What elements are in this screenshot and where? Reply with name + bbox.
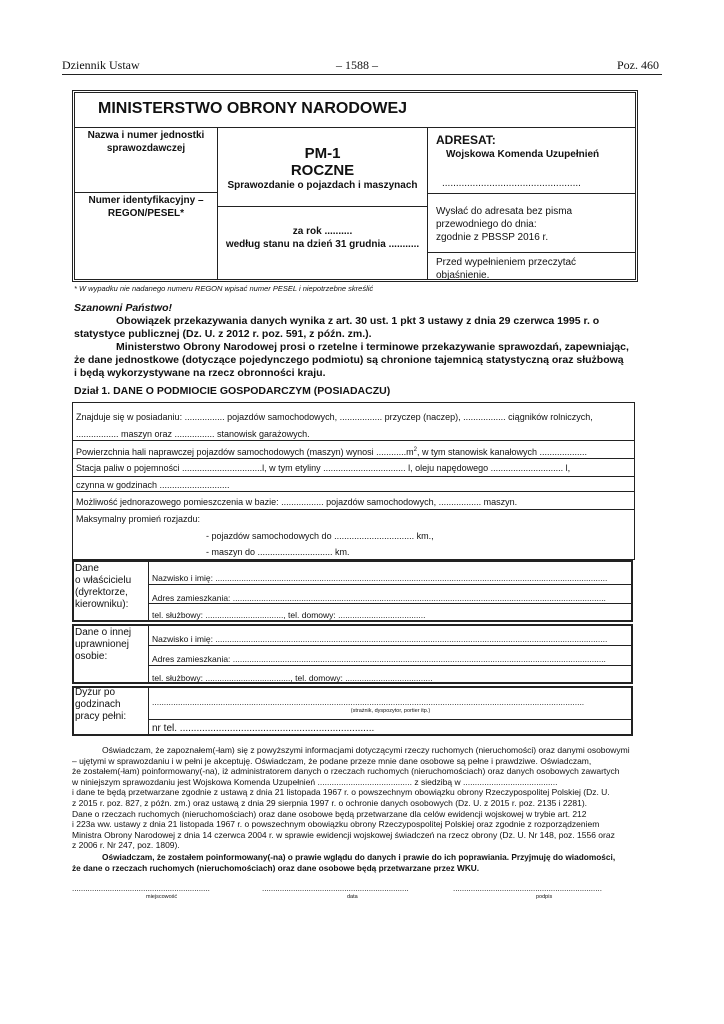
owner-label-1: Dane [75, 563, 99, 574]
decl-line-9: Ministra Obrony Narodowej z dnia 14 czerwca 2004 r. w sprawie ewidencji wojskowej świadczeń na rzecz obrony (Dz. U. Nr 148, poz. 1556 oraz [72, 829, 615, 840]
duty-label-1: Dyżur po [75, 687, 116, 698]
decl-line-10: z 2006 r. Nr 247, poz. 1809). [72, 840, 180, 851]
duty-phone-field[interactable]: nr tel. ...................................................................... [152, 723, 375, 734]
send-instruction-3: zgodnie z PBSSP 2016 r. [436, 232, 549, 243]
declaration-text [72, 745, 636, 851]
owner-divider [148, 560, 149, 622]
decl-line-1: Oświadczam, że zapoznałem(-łam) się z powyższymi informacjami dotyczącymi rzeczy ruchomych (nieruchomości) oraz danymi osobowymi [102, 745, 630, 755]
field-hall-area-text[interactable]: Powierzchnia hali naprawczej pojazdów samochodowych (maszyn) wynosi ............m [76, 447, 414, 457]
duty-person-field[interactable]: ....................................................................................................................................................................................... [152, 697, 585, 707]
read-instruction-2: objaśnienie. [436, 270, 490, 281]
addressee-label: ADRESAT: [436, 133, 496, 147]
field-hall-area [76, 444, 587, 458]
owner-name-field[interactable]: Nazwisko i imię: ...................................................................................................................................................................... [152, 573, 608, 583]
consent-text [72, 852, 638, 874]
other-label [75, 627, 131, 663]
place-line[interactable]: .............................................................. [72, 884, 210, 893]
decl-line-5: i dane te będą przetwarzane zgodnie z ustawą z dnia 21 listopada 1967 r. o powszechnym obowiązku obrony Rzeczypospolitej Polskiej (Dz. U. [72, 787, 610, 798]
rule-2 [72, 458, 635, 459]
duty-label [75, 687, 126, 723]
decl-line-3: że zostałem(-łam) poinformowany(-na), iż administratorem danych o rzeczach ruchomych (nieruchomościach) oraz danych osobowych zawartych [72, 766, 620, 777]
journal-name: Dziennik Ustaw [62, 58, 140, 72]
owner-rule-2 [148, 603, 633, 604]
other-divider [148, 624, 149, 684]
form-period: ROCZNE [290, 162, 355, 179]
grid-h5 [427, 252, 636, 253]
send-instruction-1: Wysłać do adresata bez pisma [436, 206, 573, 217]
place-caption: miejscowość [146, 894, 178, 900]
intro-p1-line2: statystyce publicznej (Dz. U. z 2012 r. poz. 591, z późn. zm.). [74, 328, 372, 340]
greeting: Szanowni Państwo! [74, 302, 173, 314]
field-hall-channels[interactable]: , w tym stanowisk kanałowych ................... [416, 447, 588, 457]
form-code: PM-1 [304, 145, 341, 162]
owner-label-4: kierowniku): [75, 599, 129, 610]
rule-3 [72, 476, 635, 477]
position-number: Poz. 460 [617, 58, 659, 72]
rule-1 [72, 440, 635, 441]
grid-h3 [217, 206, 427, 207]
signature-line[interactable]: ................................................................... [453, 884, 602, 893]
id-number-label-2: REGON/PESEL* [107, 208, 185, 219]
field-open-hours[interactable]: czynna w godzinach ............................ [76, 480, 230, 490]
owner-label-3: (dyrektorze, [75, 587, 128, 598]
field-radius-label: Maksymalny promień rozjazdu: [76, 514, 201, 524]
form-subtitle: Sprawozdanie o pojazdach i maszynach [227, 180, 418, 191]
report-state-date: według stanu na dzień 31 grudnia ........... [225, 239, 420, 250]
unit-name-label: Nazwa i numer jednostki [87, 130, 205, 141]
field-possession[interactable]: Znajduje się w posiadaniu: ................ pojazdów samochodowych, ................. przyczep (naczep), ................. ciągników rolniczych, [76, 412, 593, 422]
grid-h2 [74, 192, 217, 193]
intro-p1-line1: Obowiązek przekazywania danych wynika z art. 30 ust. 1 pkt 3 ustawy z dnia 29 czerwca 1995 r. o [116, 315, 600, 327]
page-number: – 1588 – [336, 58, 378, 72]
decl-line-2: – ujętymi w sprawozdaniu i w pełni je akceptuję. Oświadczam, że podane przeze mnie dane osobowe są pełne i prawdziwe. Oświadczam, [72, 755, 592, 766]
consent-line-2: że dane o rzeczach ruchomych (nieruchomościach) oraz dane osobowe będą przetwarzane przez WKU. [72, 863, 480, 873]
duty-label-3: pracy pełni: [75, 711, 127, 722]
grid-v2 [427, 127, 428, 280]
decl-line-6: z 2015 r. poz. 827, z późn. zm.) oraz ustawą z dnia 29 sierpnia 1997 r. o ochronie danych osobowych (Dz. U. z 2015 r. poz. 2135 i 2281). [72, 797, 588, 808]
addressee-name: Wojskowa Komenda Uzupełnień [446, 149, 600, 160]
footnote: * W wypadku nie nadanego numeru REGON wpisać numer PESEL i niepotrzebne skreślić [74, 284, 374, 293]
grid-h4 [427, 193, 636, 194]
duty-hint: (strażnik, dyspozytor, portier itp.) [350, 708, 431, 714]
decl-line-7: Dane o rzeczach ruchomych (nieruchomościach) oraz dane osobowe będą przetwarzane dla celów ewidencji wojskowej w trybie art. 212 [72, 808, 587, 819]
duty-rule [148, 719, 633, 720]
send-instruction-2: przewodniego do dnia: [436, 219, 537, 230]
other-rule-1 [148, 645, 633, 646]
field-capacity[interactable]: Możliwość jednorazowego pomieszczenia w bazie: ................. pojazdów samochodowych, ................. maszyn. [76, 497, 518, 507]
grid-h1 [74, 127, 636, 128]
header-rule [62, 74, 662, 75]
other-address-field[interactable]: Adres zamieszkania: .............................................................................................................................................................. [152, 654, 606, 664]
intro-p2-line3: i będą wykorzystywane na rzecz obronności kraju. [74, 367, 326, 379]
owner-phone-field[interactable]: tel. służbowy: ................................., tel. domowy: ..................................... [152, 610, 426, 620]
field-radius-machines[interactable]: - maszyn do .............................. km. [206, 547, 350, 557]
decl-line-8: i 223a ww. ustawy z dnia 21 listopada 1967 r. o powszechnym obowiązku obrony Rzeczypospolitej Polskiej oraz zgodnie z rozporządzeniem [72, 819, 600, 830]
date-line[interactable]: .................................................................. [262, 884, 409, 893]
other-label-3: osobie: [75, 651, 108, 662]
other-phone-field[interactable]: tel. służbowy: ...................................., tel. domowy: ..................................... [152, 673, 433, 683]
decl-line-4: w niniejszym sprawozdaniu jest Wojskowa Komenda Uzupełnień ........................................ z siedzibą w ........................................ [72, 776, 558, 787]
addressee-line: .................................................. [442, 178, 581, 189]
field-fuel-station[interactable]: Stacja paliw o pojemności ................................l, w tym etyliny ................................. l, oleju napędowego ............................. l, [76, 463, 571, 473]
date-caption: data [347, 894, 358, 900]
owner-address-field[interactable]: Adres zamieszkania: .............................................................................................................................................................. [152, 593, 606, 603]
other-rule-2 [148, 665, 633, 666]
field-machines[interactable]: ................. maszyn oraz ................ stanowisk garażowych. [76, 429, 310, 439]
report-year: za rok .......... [292, 226, 353, 237]
owner-label [75, 563, 131, 611]
intro-p2-line1: Ministerstwo Obrony Narodowej prosi o rzetelne i terminowe przekazywanie sprawozdań, zapewniając, [116, 341, 629, 353]
rule-4 [72, 491, 635, 492]
other-name-field[interactable]: Nazwisko i imię: ...................................................................................................................................................................... [152, 634, 608, 644]
owner-label-2: o właścicielu [75, 575, 132, 586]
section-title: Dział 1. DANE O PODMIOCIE GOSPODARCZYM (POSIADACZU) [74, 385, 391, 397]
owner-rule-1 [148, 584, 633, 585]
signature-caption: podpis [536, 894, 553, 900]
read-instruction-1: Przed wypełnieniem przeczytać [436, 257, 577, 268]
field-radius-vehicles[interactable]: - pojazdów samochodowych do ................................ km., [206, 531, 434, 541]
ministry-title: MINISTERSTWO OBRONY NARODOWEJ [98, 100, 408, 117]
rule-5 [72, 509, 635, 510]
unit-sup: 2 [413, 447, 417, 453]
other-label-2: uprawnionej [75, 639, 129, 650]
id-number-label: Numer identyfikacyjny – [88, 195, 204, 206]
consent-line-1: Oświadczam, że zostałem poinformowany(-na) o prawie wglądu do danych i prawie do ich poprawiania. Przyjmuję do wiadomości, [102, 852, 616, 862]
duty-label-2: godzinach [75, 699, 121, 710]
unit-name-label-2: sprawozdawczej [106, 143, 186, 154]
intro-p2-line2: że dane jednostkowe (dotyczące pojedynczego podmiotu) są chronione tajemnicą statystyczną oraz służbową [74, 354, 624, 366]
other-label-1: Dane o innej [75, 627, 132, 638]
